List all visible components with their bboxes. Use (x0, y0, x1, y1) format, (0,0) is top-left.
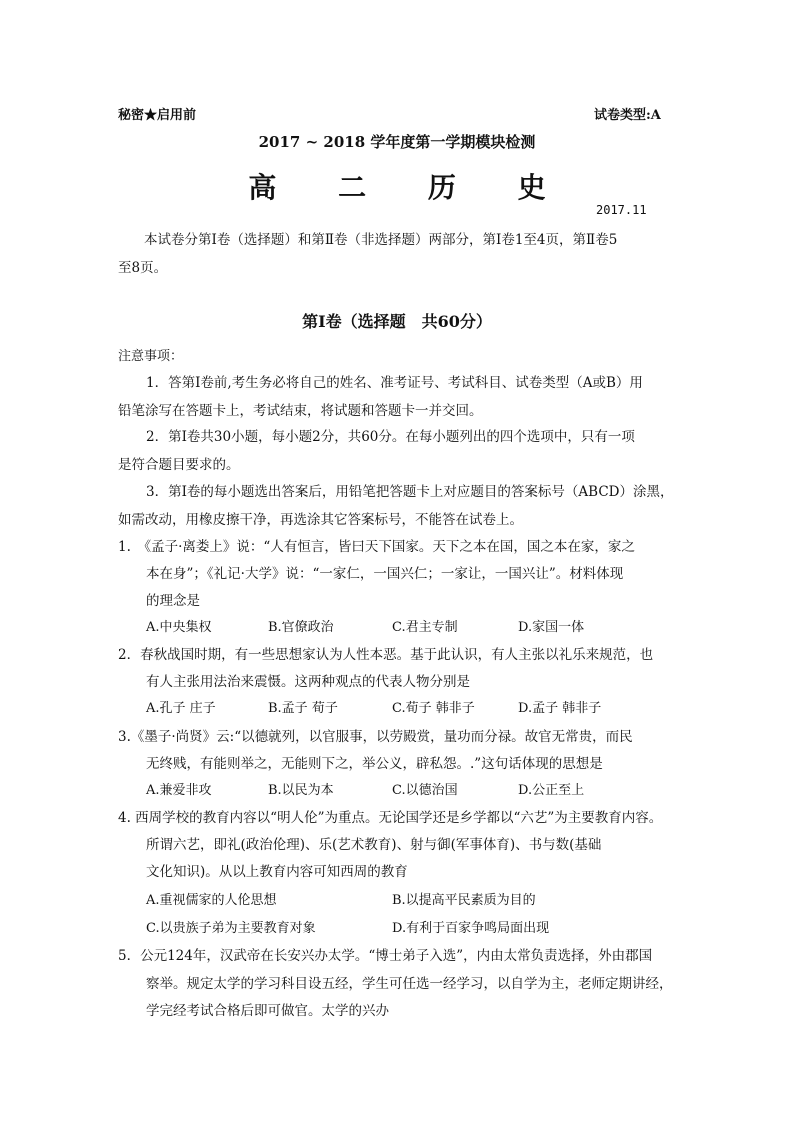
q1-option-c: C.君主专制 (392, 620, 458, 635)
q4-option-d: D.有利于百家争鸣局面出现 (392, 921, 550, 936)
q1-option-b: B.官僚政治 (268, 620, 334, 635)
q2-option-a: A.孔子 庄子 (146, 701, 216, 716)
intro-line-1: 本试卷分第Ⅰ卷（选择题）和第Ⅱ卷（非选择题）两部分，第Ⅰ卷1至4页，第Ⅱ卷5 (144, 232, 618, 248)
q3-option-d: D.公正至上 (518, 783, 585, 798)
q3-stem-line-1: 3.《墨子·尚贤》云:“以德就列，以官服事，以劳殿赏，量功而分禄。故官无常贵，而民 (118, 729, 633, 745)
q3-option-c: C.以德治国 (392, 783, 458, 798)
note-2-line-1: 2．第Ⅰ卷共30小题，每小题2分，共60分。在每小题列出的四个选项中，只有一项 (146, 429, 635, 445)
note-1-line-1: 1．答第Ⅰ卷前,考生务必将自己的姓名、准考证号、考试科目、试卷类型（A或B）用 (146, 375, 643, 391)
q1-option-d: D.家国一体 (518, 620, 585, 635)
section-title: 第Ⅰ卷（选择题 共60分） (302, 312, 492, 331)
q5-stem-line-2: 察举。规定太学的学习科目设五经，学生可任选一经学习，以自学为主，老师定期讲经， (146, 976, 673, 992)
q3-stem-line-2: 无终贱，有能则举之，无能则下之，举公义，辟私怨。.”这句话体现的思想是 (146, 756, 603, 772)
q2-stem-line-2: 有人主张用法治来震慑。这两种观点的代表人物分别是 (146, 674, 470, 690)
q4-stem-line-1: 4. 西周学校的教育内容以“明人伦”为重点。无论国学还是乡学都以“六艺”为主要教育内容。 (118, 810, 663, 826)
q1-stem-line-3: 的理念是 (146, 593, 200, 609)
q4-stem-line-2: 所谓六艺，即礼(政治伦理)、乐(艺术教育)、射与御(军事体育)、书与数(基础 (146, 837, 602, 853)
q2-option-c: C.荀子 韩非子 (392, 701, 475, 716)
q2-option-b: B.孟子 荀子 (268, 701, 338, 716)
q4-stem-line-3: 文化知识)。从以上教育内容可知西周的教育 (146, 864, 408, 880)
note-3-line-2: 如需改动，用橡皮擦干净，再选涂其它答案标号，不能答在试卷上。 (118, 512, 523, 528)
note-1-line-2: 铅笔涂写在答题卡上，考试结束，将试题和答题卡一并交回。 (118, 403, 483, 419)
intro-line-2: 至8页。 (118, 260, 168, 276)
q2-stem-line-1: 2．春秋战国时期，有一些思想家认为人性本恶。基于此认识，有人主张以礼乐来规范，也 (118, 647, 654, 663)
paper-type-label: 试卷类型:A (594, 108, 661, 123)
q1-option-a: A.中央集权 (146, 620, 212, 635)
q4-option-a: A.重视儒家的人伦思想 (146, 893, 277, 908)
q1-stem-line-1: 1. 《孟子·离娄上》说：“人有恒言，皆曰天下国家。天下之本在国，国之本在家，家之 (118, 539, 635, 555)
page-title: 高 二 历 史 (248, 171, 572, 204)
notes-heading: 注意事项： (118, 349, 184, 364)
q3-option-b: B.以民为本 (268, 783, 334, 798)
q4-option-c: C.以贵族子弟为主要教育对象 (146, 921, 316, 936)
q5-stem-line-1: 5．公元124年，汉武帝在长安兴办太学。“博士弟子入选”，内由太常负责选择，外由郡国 (118, 948, 653, 964)
q3-option-a: A.兼爱非攻 (146, 783, 212, 798)
q2-option-d: D.孟子 韩非子 (518, 701, 602, 716)
note-2-line-2: 是符合题目要求的。 (118, 457, 240, 473)
exam-date: 2017.11 (596, 203, 647, 217)
q5-stem-line-3: 学完经考试合格后即可做官。太学的兴办 (146, 1003, 389, 1019)
q1-stem-line-2: 本在身”；《礼记·大学》说：“一家仁，一国兴仁；一家让，一国兴让”。材料体现 (146, 566, 624, 582)
note-3-line-1: 3．第Ⅰ卷的每小题选出答案后，用铅笔把答题卡上对应题目的答案标号（ABCD）涂黑， (146, 484, 674, 500)
q4-option-b: B.以提高平民素质为目的 (392, 893, 536, 908)
confidential-label: 秘密★启用前 (118, 108, 197, 123)
exam-subtitle: 2017 ~ 2018 学年度第一学期模块检测 (258, 133, 536, 151)
